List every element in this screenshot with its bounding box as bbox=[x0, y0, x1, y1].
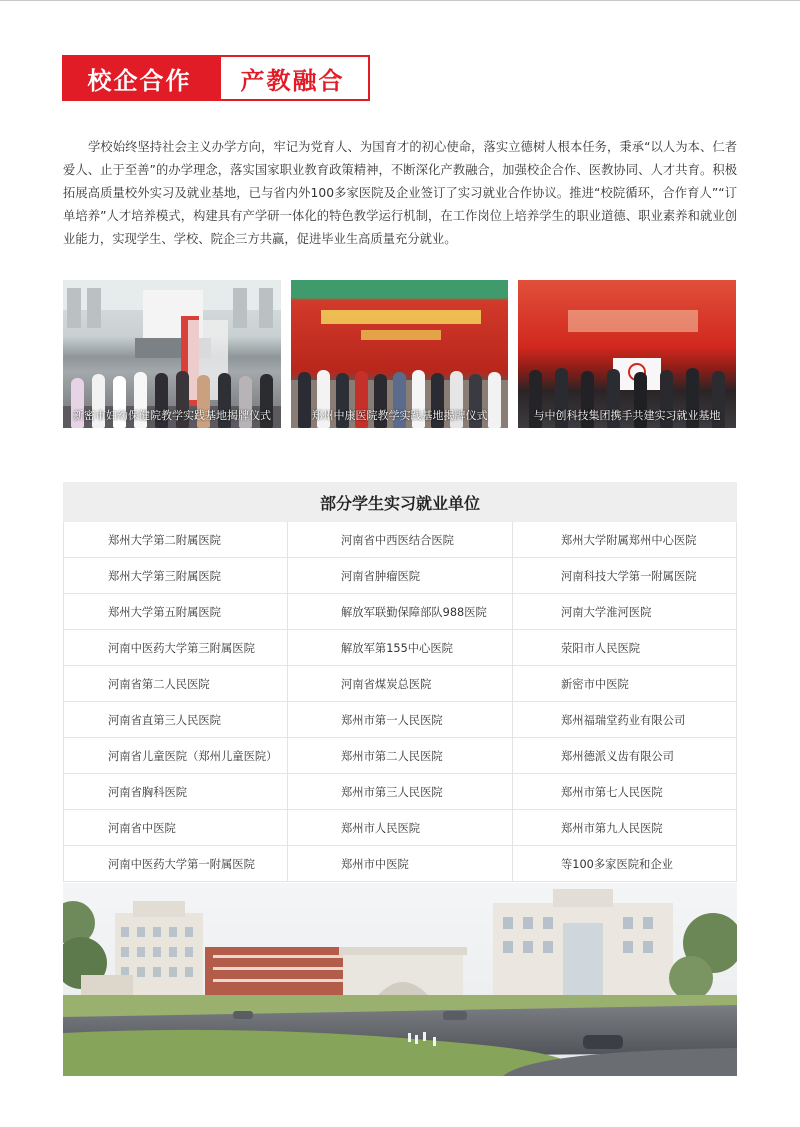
table-cell: 河南省煤炭总医院 bbox=[288, 666, 513, 702]
top-divider bbox=[0, 0, 800, 1]
internship-units-table bbox=[63, 482, 737, 882]
table-cell: 河南中医药大学第三附属医院 bbox=[63, 630, 288, 666]
table-cell: 郑州市第九人民医院 bbox=[513, 810, 737, 846]
table-title: 部分学生实习就业单位 bbox=[63, 482, 737, 522]
table-cell: 郑州大学第三附属医院 bbox=[63, 558, 288, 594]
photo-caption: 新密市妇幼保健院教学实践基地揭牌仪式 bbox=[73, 409, 271, 422]
section-title-right: 产教融合 bbox=[217, 55, 370, 101]
table-cell: 郑州市第二人民医院 bbox=[288, 738, 513, 774]
table-cell: 解放军第155中心医院 bbox=[288, 630, 513, 666]
table-cell: 河南省第二人民医院 bbox=[63, 666, 288, 702]
photo-xinmi-ceremony bbox=[63, 280, 281, 428]
campus-illustration bbox=[63, 883, 737, 1076]
table-cell: 河南省胸科医院 bbox=[63, 774, 288, 810]
table-cell: 郑州市第三人民医院 bbox=[288, 774, 513, 810]
table-cell: 郑州大学第二附属医院 bbox=[63, 522, 288, 558]
campus-rendering-image bbox=[63, 883, 737, 1076]
table-cell: 河南大学淮河医院 bbox=[513, 594, 737, 630]
photo-zhongkang-ceremony bbox=[291, 280, 508, 428]
table-cell: 河南省儿童医院（郑州儿童医院） bbox=[63, 738, 288, 774]
photo-scene bbox=[291, 280, 508, 428]
table-cell: 等100多家医院和企业 bbox=[513, 846, 737, 882]
table-cell: 解放军联勤保障部队988医院 bbox=[288, 594, 513, 630]
table-cell: 河南省中医院 bbox=[63, 810, 288, 846]
table-cell: 河南中医药大学第一附属医院 bbox=[63, 846, 288, 882]
table-cell: 郑州市中医院 bbox=[288, 846, 513, 882]
table-cell: 郑州大学第五附属医院 bbox=[63, 594, 288, 630]
section-title-left: 校企合作 bbox=[62, 55, 217, 101]
photo-caption: 与中创科技集团携手共建实习就业基地 bbox=[533, 409, 721, 422]
table-cell: 新密市中医院 bbox=[513, 666, 737, 702]
table-body bbox=[63, 522, 737, 882]
photo-scene bbox=[63, 280, 281, 428]
section-title bbox=[62, 55, 370, 101]
photo-zhongchuang-ceremony bbox=[518, 280, 736, 428]
table-cell: 郑州市人民医院 bbox=[288, 810, 513, 846]
table-cell: 河南省肿瘤医院 bbox=[288, 558, 513, 594]
table-cell: 河南省直第三人民医院 bbox=[63, 702, 288, 738]
table-cell: 郑州德派义齿有限公司 bbox=[513, 738, 737, 774]
table-cell: 郑州市第七人民医院 bbox=[513, 774, 737, 810]
photo-scene bbox=[518, 280, 736, 428]
table-cell: 河南省中西医结合医院 bbox=[288, 522, 513, 558]
table-cell: 郑州福瑞堂药业有限公司 bbox=[513, 702, 737, 738]
table-cell: 荥阳市人民医院 bbox=[513, 630, 737, 666]
table-cell: 郑州市第一人民医院 bbox=[288, 702, 513, 738]
table-cell: 河南科技大学第一附属医院 bbox=[513, 558, 737, 594]
table-cell: 郑州大学附属郑州中心医院 bbox=[513, 522, 737, 558]
photo-caption: 郑州中康医院教学实践基地揭牌仪式 bbox=[311, 409, 488, 422]
intro-paragraph: 学校始终坚持社会主义办学方向，牢记为党育人、为国育才的初心使命，落实立德树人根本任务，秉承“以人为本、仁者爱人、止于至善”的办学理念，落实国家职业教育政策精神，不断深化产教融合，加强校企合作、医教协同、人才共育。积极拓展高质量校外实习及就业基地，已与省内外100多家医院及企业签订了实习就业合作协议。推进“校院循环，合作育人”“订单培养”人才培养模式，构建具有产学研一体化的特色教学运行机制，在工作岗位上培养学生的职业道德、职业素养和就业创业能力，实现学生、学校、院企三方共赢，促进毕业生高质量充分就业。 bbox=[63, 140, 737, 246]
